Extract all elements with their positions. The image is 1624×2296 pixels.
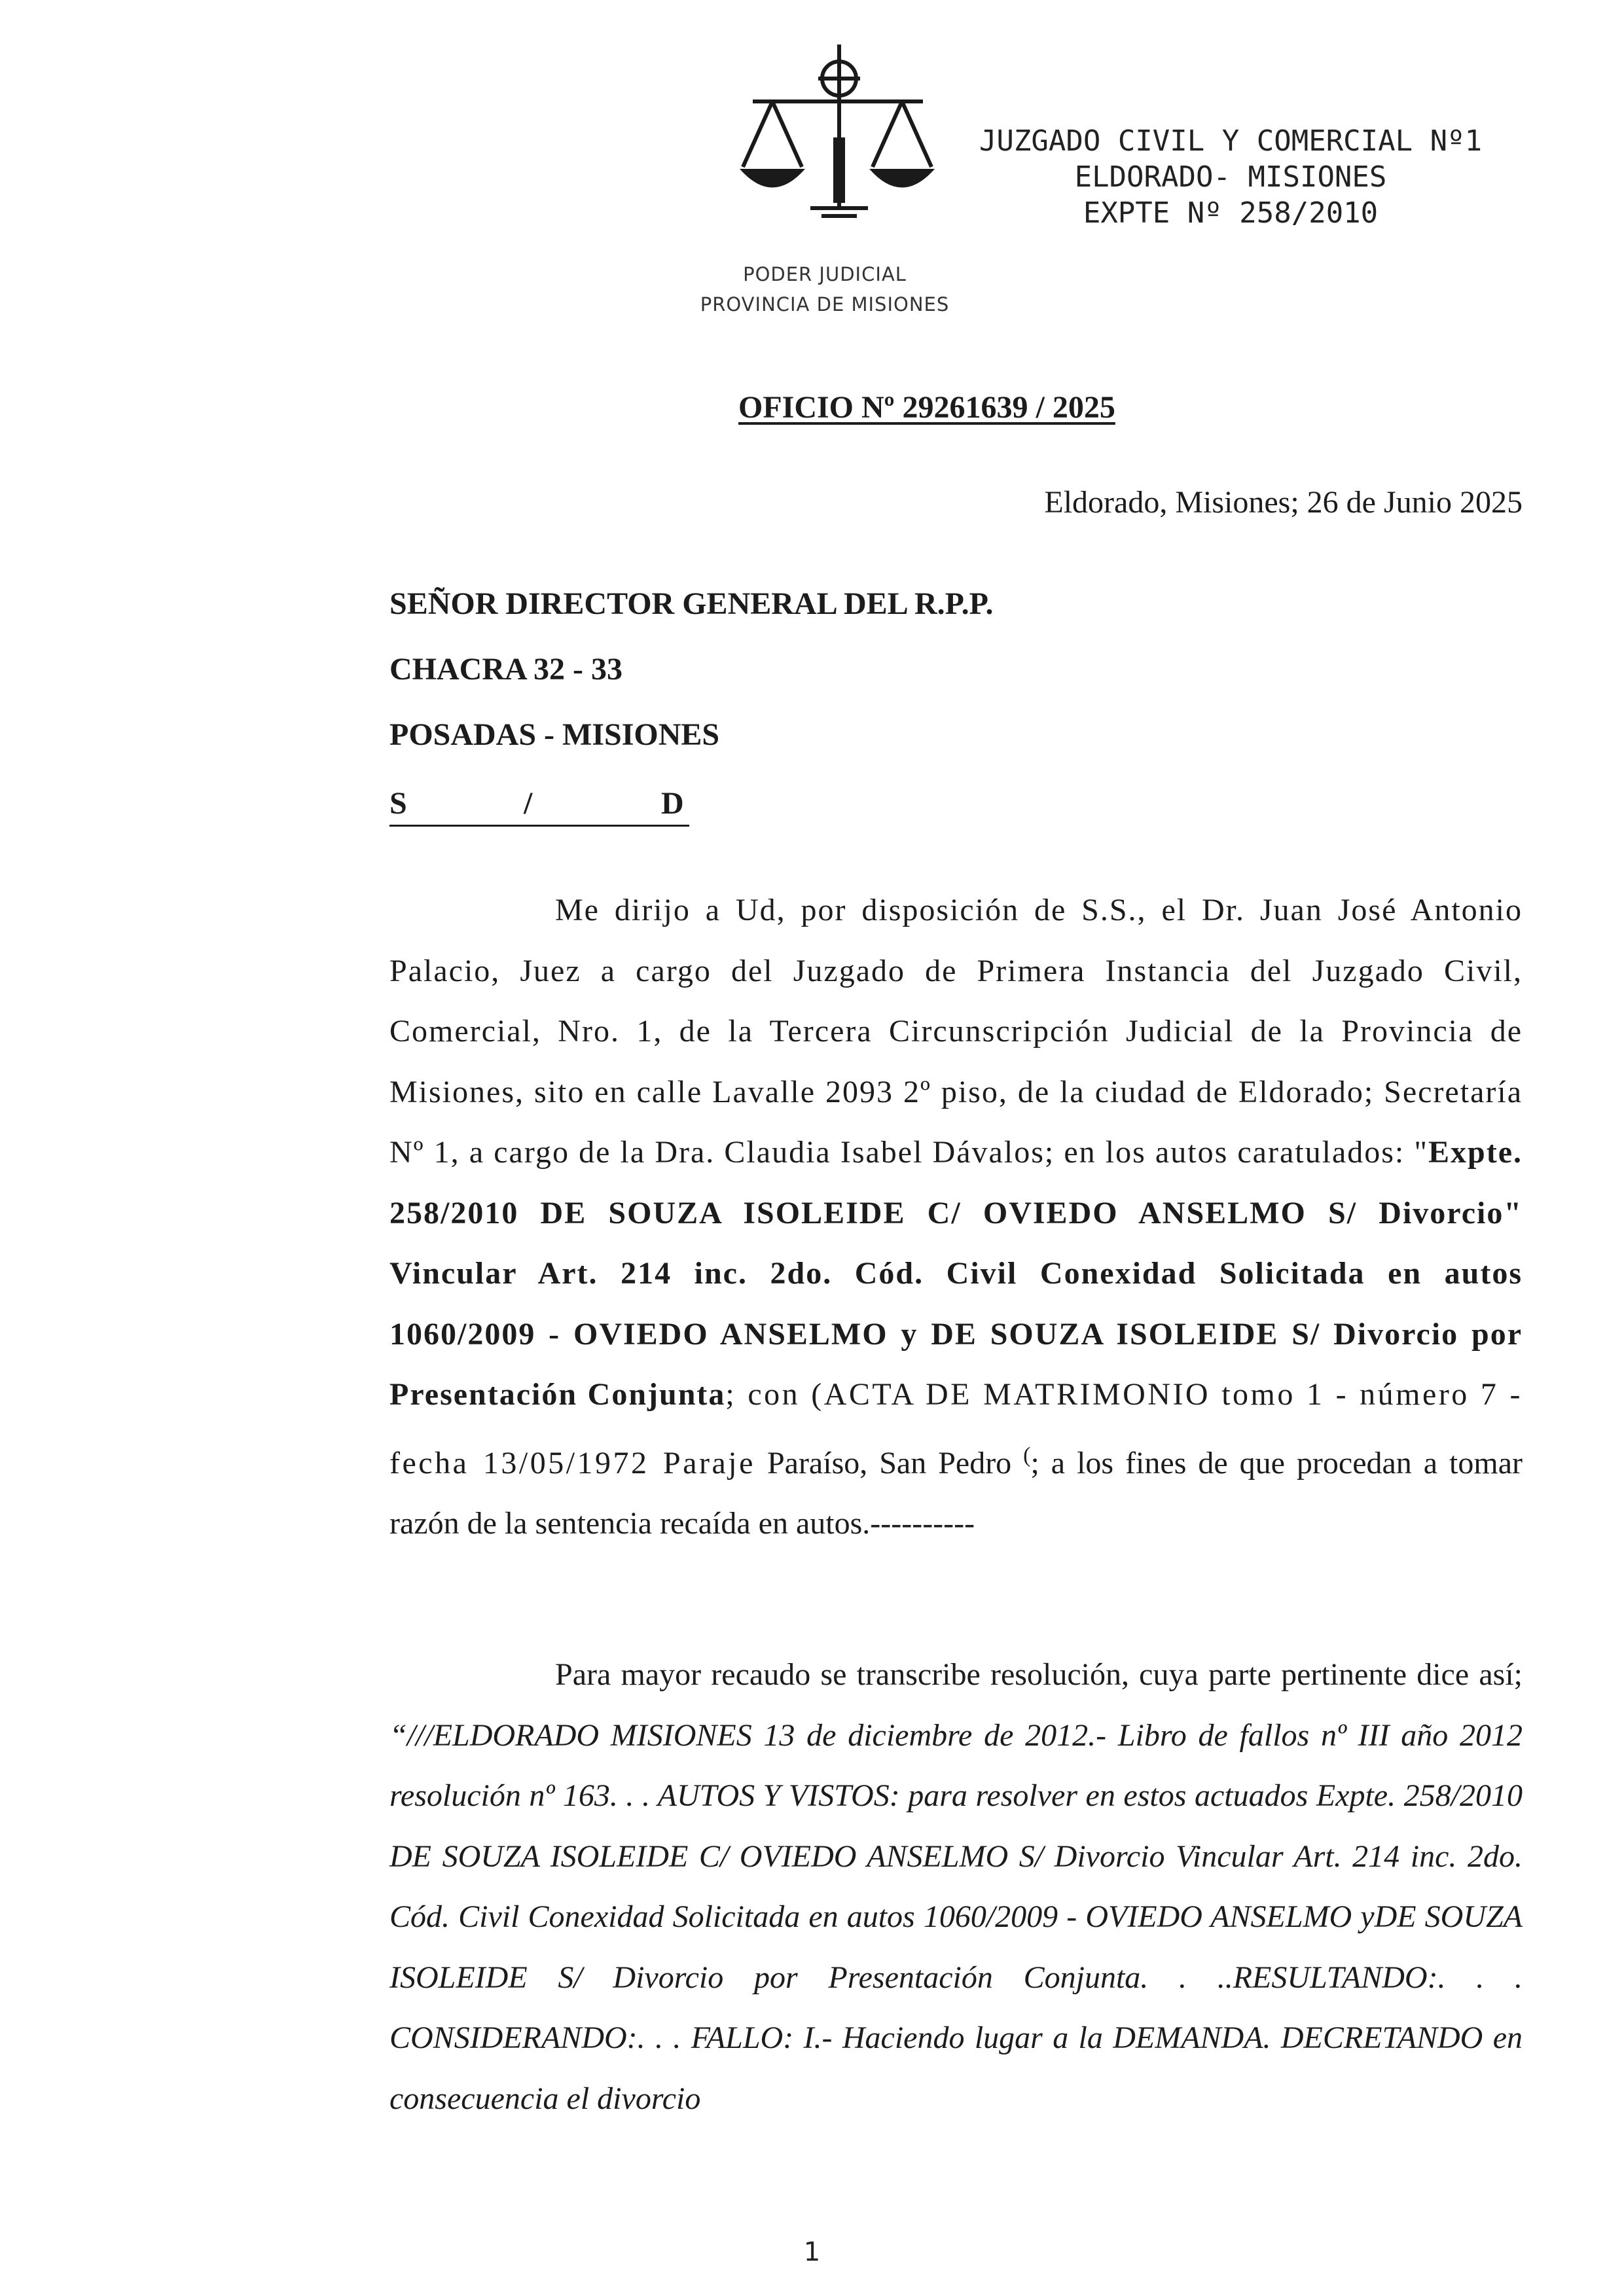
p2-intro: Para mayor recaudo se transcribe resolución, cuya parte pertinente dice así; — [555, 1657, 1523, 1692]
scales-of-justice-icon — [713, 39, 936, 255]
addressee-title: SEÑOR DIRECTOR GENERAL DEL R.P.P. — [389, 586, 994, 621]
logo-text-provincia: PROVINCIA DE MISIONES — [700, 293, 950, 315]
body-paragraph-2 — [389, 1645, 1523, 2129]
date-line: Eldorado, Misiones; 26 de Junio 2025 — [1044, 485, 1523, 520]
p1-acta: ; con (ACTA DE MATRIMONIO tomo 1 - número 7 - fecha 13/05/1972 Paraje — [389, 1377, 1523, 1480]
case-number: EXPTE Nº 258/2010 — [1083, 196, 1379, 230]
court-logo — [687, 39, 962, 315]
page-number: 1 — [803, 2237, 821, 2267]
court-header — [969, 123, 1492, 231]
p1-intro: Me dirijo a Ud, por disposición de S.S., el Dr. Juan José Antonio Palacio, Juez a cargo del Juzgado de Primera Instancia del Juzgado Civil, Comercial, Nro. 1, de la Tercera Circunscripción Judicial de la Provincia de Misiones, sito en calle Lavalle 2093 2º piso, de la ciudad de Eldorado; Secretaría Nº 1, a cargo de la Dra. Claudia Isabel Dávalos; en los autos caratulados: " — [389, 893, 1523, 1170]
p1-closing: ; a los fines de que procedan a tomar razón de la sentencia recaída en autos.---------- — [389, 1445, 1523, 1541]
sd-s: S — [389, 786, 407, 821]
addressee-address: CHACRA 32 - 33 — [389, 652, 623, 687]
addressee-city: POSADAS - MISIONES — [389, 717, 720, 752]
p1-case-title: Expte. 258/2010 DE SOUZA ISOLEIDE C/ OVIEDO ANSELMO S/ Divorcio" Vincular Art. 214 inc. 2do. Cód. Civil Conexidad Solicitada en autos 1060/2009 - OVIEDO ANSELMO y DE SOUZA ISOLEIDE S/ Divorcio por Presentación Conjunta — [389, 1135, 1523, 1412]
oficio-title: OFICIO Nº 29261639 / 2025 — [738, 390, 1115, 425]
p1-place: Paraíso, San Pedro — [767, 1445, 1024, 1480]
court-name: JUZGADO CIVIL Y COMERCIAL Nº1 — [979, 124, 1483, 158]
sd-line — [389, 785, 689, 827]
sd-d: D — [661, 786, 684, 821]
sd-slash: / — [524, 786, 533, 821]
logo-text-poder-judicial: PODER JUDICIAL — [743, 263, 907, 285]
p1-glyph: ( — [1023, 1443, 1031, 1467]
body-paragraph-1 — [389, 880, 1523, 1554]
court-location: ELDORADO- MISIONES — [1074, 160, 1387, 194]
p2-resolution-quote: “///ELDORADO MISIONES 13 de diciembre de 2012.- Libro de fallos nº III año 2012 resolución nº 163. . . AUTOS Y VISTOS: para resolver en estos actuados Expte. 258/2010 DE SOUZA ISOLEIDE C/ OVIEDO ANSELMO S/ Divorcio Vincular Art. 214 inc. 2do. Cód. Civil Conexidad Solicitada en autos 1060/2009 - OVIEDO ANSELMO yDE SOUZA ISOLEIDE S/ Divorcio por Presentación Conjunta. . ..RESULTANDO:. . . CONSIDERANDO:. . . FALLO: I.- Haciendo lugar a la DEMANDA. DECRETANDO en consecuencia el divorcio — [389, 1717, 1523, 2116]
